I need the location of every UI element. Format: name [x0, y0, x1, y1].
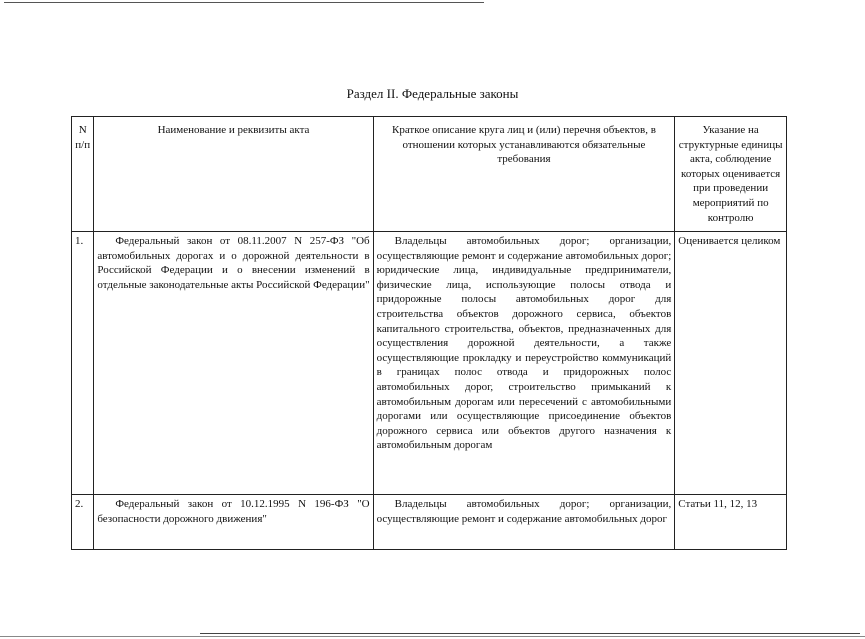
table-header-row — [72, 117, 787, 232]
row-act-name: Федеральный закон от 10.12.1995 N 196-ФЗ "О безопасности дорожного движения" — [94, 495, 373, 550]
header-name: Наименование и реквизиты акта — [94, 117, 373, 232]
row-act-name: Федеральный закон от 08.11.2007 N 257-ФЗ "Об автомобильных дорогах и о дорожной деятельности в Российской Федерации и о внесении изменений в отдельные законодательные акты Российской Федерации" — [94, 232, 373, 495]
scan-edge-bottom — [200, 633, 860, 634]
row-note: Оценивается целиком — [675, 232, 787, 495]
acts-table — [71, 116, 787, 550]
row-description: Владельцы автомобильных дорог; организации, осуществляющие ремонт и содержание автомобильных дорог — [373, 495, 675, 550]
scan-edge-bottom-outer — [0, 636, 865, 637]
table-row — [72, 495, 787, 550]
header-number — [72, 117, 94, 232]
header-number-text: N п/п — [75, 124, 91, 151]
scan-edge-top — [4, 2, 484, 3]
row-note: Статьи 11, 12, 13 — [675, 495, 787, 550]
row-number: 1. — [72, 232, 94, 495]
row-description: Владельцы автомобильных дорог; организации, осуществляющие ремонт и содержание автомобильных дорог; юридические лица, индивидуальные предприниматели, физические лица, использующие полосы отвода и придорожные полосы автомобильных дорог для строительства объектов дорожного сервиса, объектов капитального строительства, объектов, предназначенных для осуществления дорожной деятельности, а также осуществляющие прокладку и переустройство коммуникаций в границах полос отвода и придорожных полос автомобильных дорог, строительство примыканий к автомобильным дорогам или пересечений с автомобильными дорогами или осуществляющие присоединение объектов дорожного сервиса или объектов другого назначения к автомобильным дорогам — [373, 232, 675, 495]
row-number: 2. — [72, 495, 94, 550]
header-description: Краткое описание круга лиц и (или) перечня объектов, в отношении которых устанавливаются обязательные требования — [373, 117, 675, 232]
table-row — [72, 232, 787, 495]
section-title: Раздел II. Федеральные законы — [346, 86, 519, 101]
header-note: Указание на структурные единицы акта, соблюдение которых оценивается при проведении мероприятий по контролю — [675, 117, 787, 232]
